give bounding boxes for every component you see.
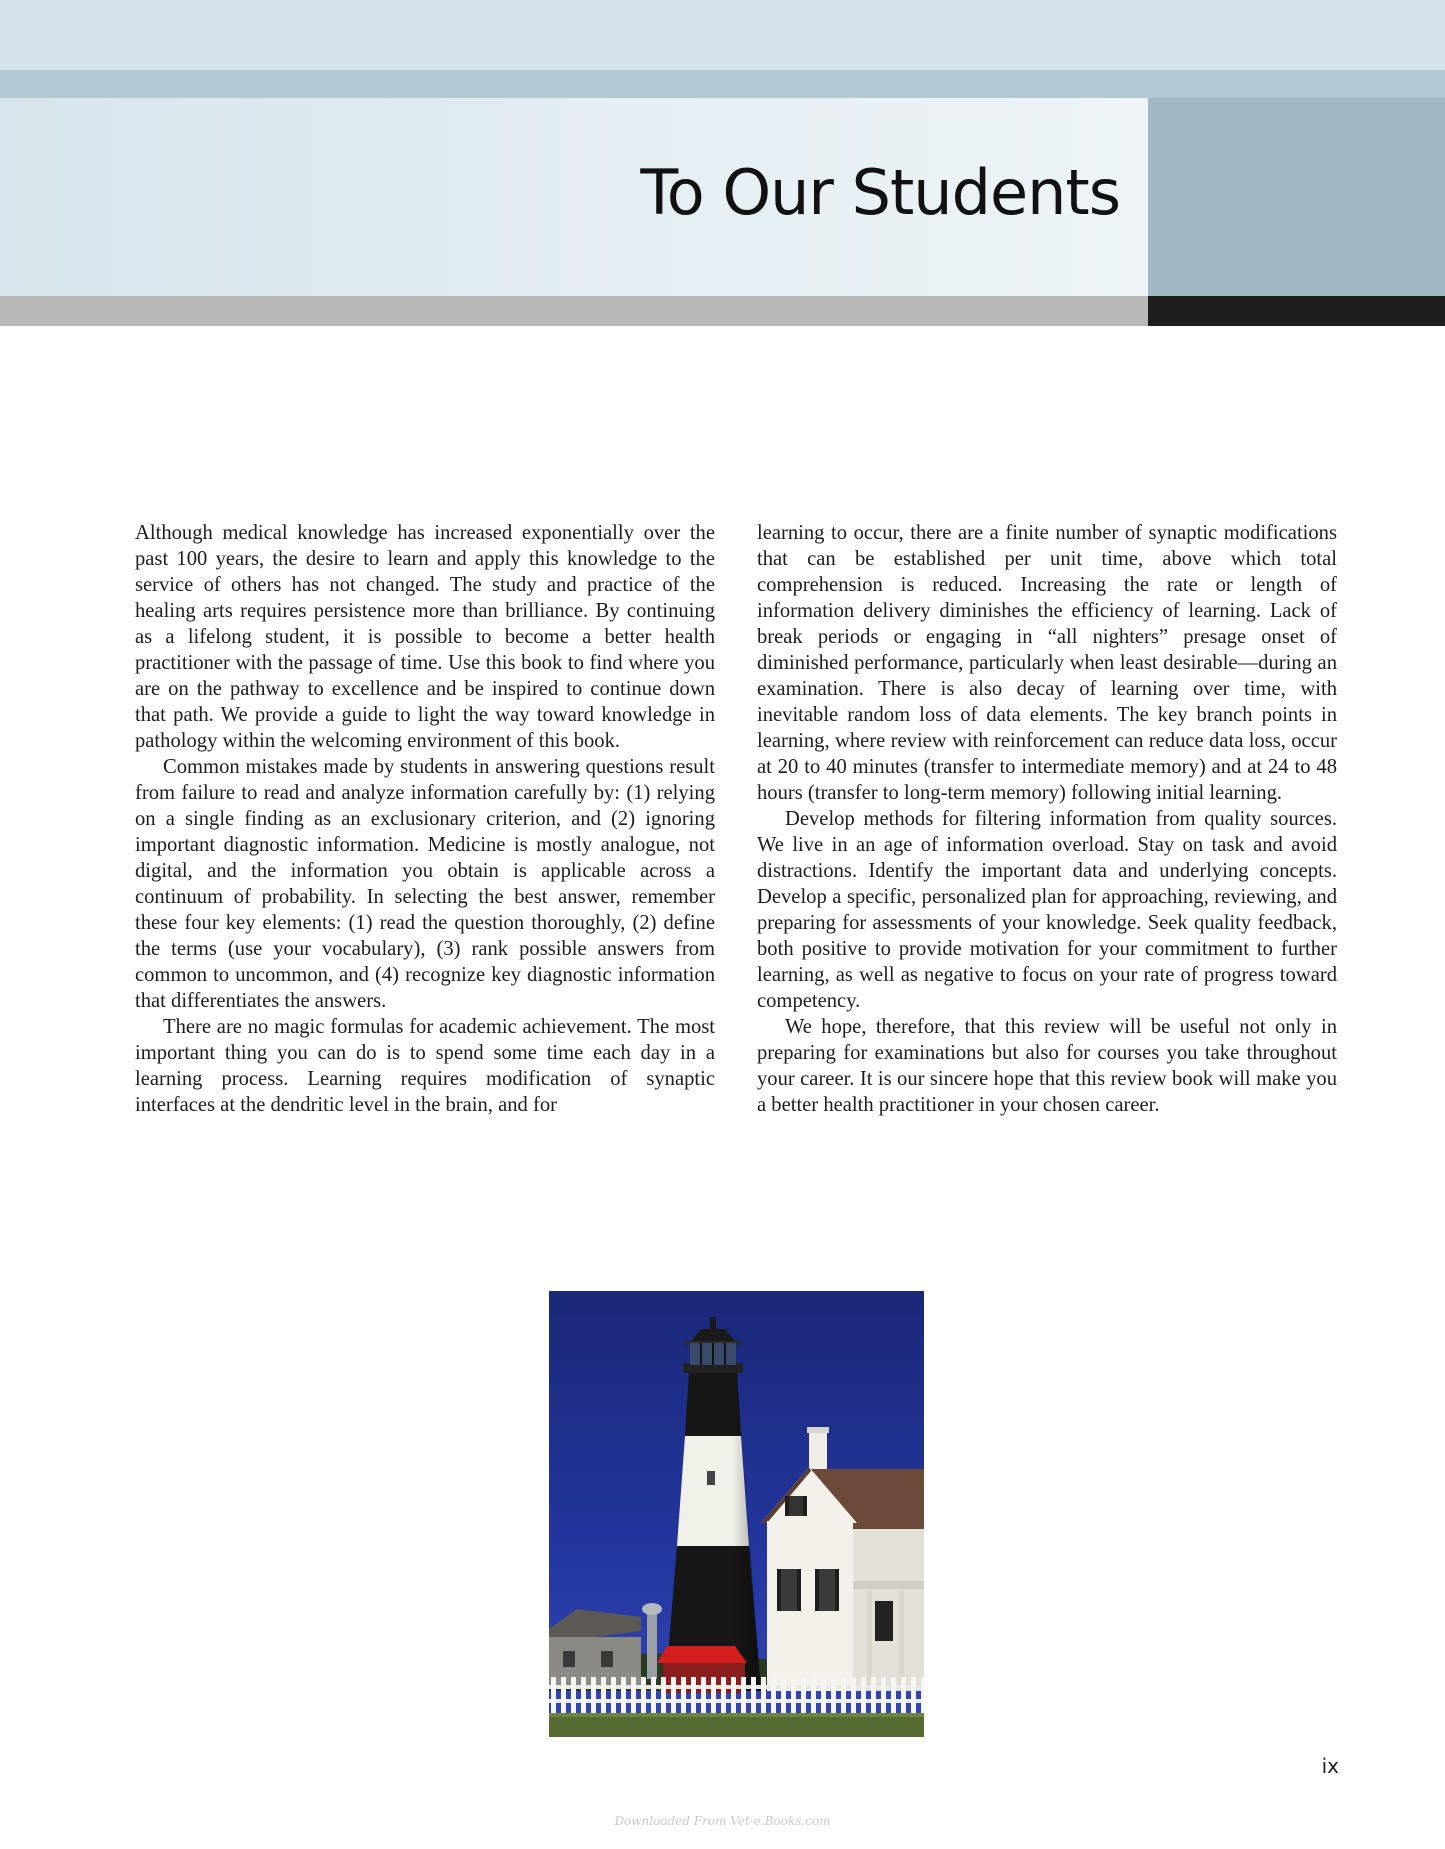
paragraph: Although medical knowledge has increased exponentially over the past 100 years, the desire to learn and apply this knowledge to the service of others has not changed. The study and practice of the healing arts requires persistence more than brilliance. By continuing as a lifelong student, it is possible to become a better health practitioner with the passage of time. Use this book to find where you are on the pathway to excellence and be inspired to continue down that path. We provide a guide to light the way toward knowledge in pathology within the welcoming environment of this book. (135, 522, 715, 752)
right-column (757, 520, 1337, 1118)
paragraph: Develop methods for filtering information from quality sources. We live in an age of information overload. Stay on task and avoid distractions. Identify the important data and underlying concepts. Develop a specific, personalized plan for approaching, reviewing, and preparing for assessments of your knowledge. Seek quality feedback, both positive to provide motivation for your commitment to further learning, as well as negative to focus on your rate of progress toward competency. (757, 808, 1337, 1012)
header-black-bar (1148, 296, 1445, 326)
lighthouse-photo (549, 1291, 924, 1737)
header-strip (0, 70, 1445, 98)
paragraph: Common mistakes made by students in answering questions result from failure to read and analyze information carefully by: (1) relying on a single finding as an exclusionary criterion, and (2) ignoring important diagnostic information. Medicine is mostly analogue, not digital, and the information you obtain is applicable across a continuum of probability. In selecting the best answer, remember these four key elements: (1) read the question thoroughly, (2) define the terms (use your vocabulary), (3) rank possible answers from common to uncommon, and (4) recognize key diagnostic information that differentiates the answers. (135, 756, 715, 1012)
page-number: ix (1321, 1754, 1339, 1778)
paragraph: There are no magic formulas for academic achievement. The most important thing you can do is to spend some time each day in a learning process. Learning requires modification of synaptic interfaces at the dendritic level in the brain, and for (135, 1016, 715, 1116)
paragraph: We hope, therefore, that this review will be useful not only in preparing for examinations but also for courses you take throughout your career. It is our sincere hope that this review book will make you a better health practitioner in your chosen career. (757, 1016, 1337, 1116)
page-title: To Our Students (640, 156, 1120, 229)
header-grey-bar (0, 296, 1148, 326)
header-top-band (0, 0, 1445, 70)
watermark: Downloaded From Vet-e.Books.com (614, 1814, 831, 1828)
left-column (135, 520, 715, 1118)
header-accent-block (1148, 98, 1445, 296)
paragraph: learning to occur, there are a finite number of synaptic modifications that can be established per unit time, above which total comprehension is reduced. Increasing the rate or length of information delivery diminishes the efficiency of learning. Lack of break periods or engaging in “all nighters” presage onset of diminished performance, particularly when least desirable—during an examination. There is also decay of learning over time, with inevitable random loss of data elements. The key branch points in learning, where review with reinforcement can reduce data loss, occur at 20 to 40 minutes (transfer to intermediate memory) and at 24 to 48 hours (transfer to long-term memory) following initial learning. (757, 522, 1337, 804)
